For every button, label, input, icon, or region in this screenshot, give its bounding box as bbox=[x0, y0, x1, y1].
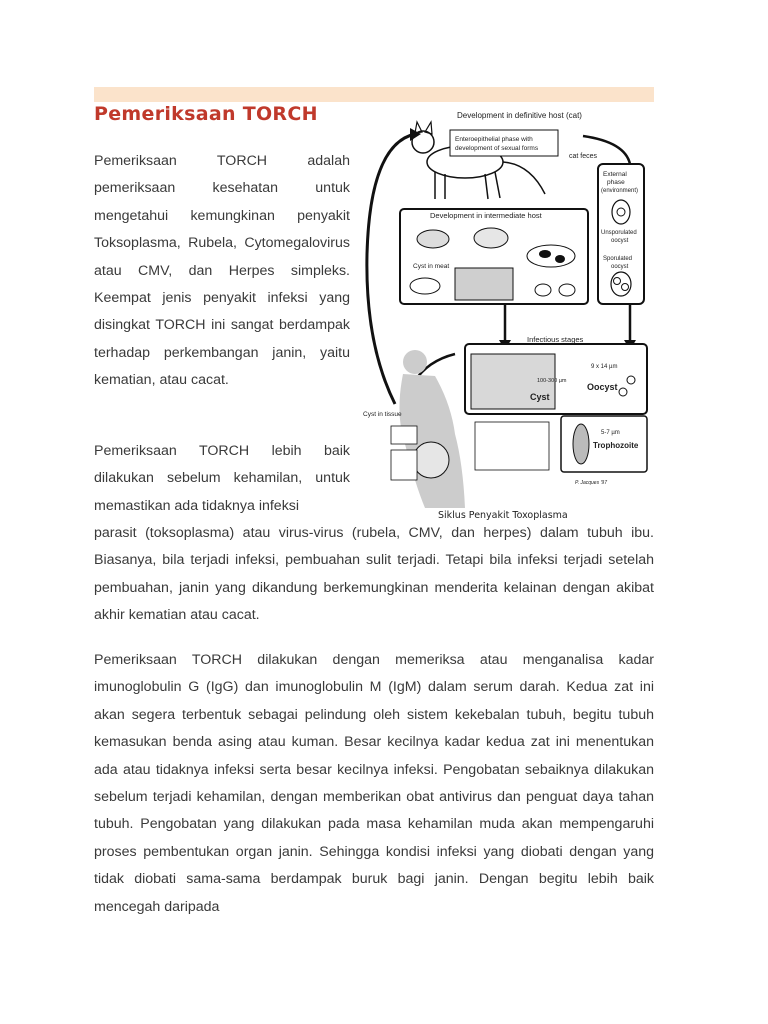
label-infectious-stages: Infectious stages bbox=[527, 335, 584, 344]
label-unsporulated-oocyst: oocyst bbox=[611, 238, 629, 244]
label-oocyst: Oocyst bbox=[587, 382, 618, 392]
header-bar bbox=[94, 87, 654, 102]
trophozoite-icon bbox=[573, 424, 589, 464]
label-enteroepithelial-2: development of sexual forms bbox=[455, 145, 539, 152]
label-cyst-size: 100-300 µm bbox=[537, 378, 567, 384]
label-cyst-in-tissue: Cyst in tissue bbox=[363, 411, 402, 418]
label-cyst-in-meat: Cyst in meat bbox=[413, 263, 450, 270]
label-enteroepithelial: Enteroepithelial phase with bbox=[455, 136, 533, 143]
figure-caption: Siklus Penyakit Toxoplasma bbox=[438, 510, 568, 521]
enteroepithelial-box bbox=[450, 130, 558, 156]
paragraph-intro: Pemeriksaan TORCH adalah pemeriksaan kesehatan untuk mengetahui kemungkinan penyakit Toksoplasma, Rubela, Cytomegalovirus atau CMV, dan Herpes simpleks. Keempat jenis penyakit infeksi yang disingkat TORCH ini sangat berdampak terhadap perkembangan janin, yaitu kematian, atau cacat. bbox=[94, 153, 350, 389]
meat-tissue-icon bbox=[455, 268, 513, 300]
paragraph-timing-start: Pemeriksaan TORCH lebih baik dilakukan sebelum kehamilan, untuk memastikan ada tidaknya infeksi bbox=[94, 443, 350, 514]
diagnostic-box bbox=[391, 450, 417, 480]
label-trophozoite-size: 5-7 µm bbox=[601, 430, 620, 436]
cow-icon bbox=[527, 245, 575, 267]
immune-box bbox=[391, 426, 417, 444]
label-intermediate-host: Development in intermediate host bbox=[430, 211, 542, 220]
label-signature: P. Jacques '97 bbox=[575, 480, 607, 486]
page-title: Pemeriksaan TORCH bbox=[94, 103, 318, 125]
label-trophozoite: Trophozoite bbox=[593, 441, 639, 450]
label-cyst: Cyst bbox=[530, 392, 550, 402]
label-definitive-host: Development in definitive host (cat) bbox=[457, 111, 582, 120]
label-external: External bbox=[603, 171, 627, 178]
prenatal-diagnostic-box bbox=[475, 422, 549, 470]
horse-icon bbox=[410, 278, 440, 294]
label-sporulated-oocyst: oocyst bbox=[611, 264, 629, 270]
paragraph-timing-end: parasit (toksoplasma) atau virus-virus (rubela, CMV, dan herpes) dalam tubuh ibu. Biasanya, bila terjadi infeksi, pembuahan sulit terjadi. Tetapi bila infeksi terjadi setelah pembuahan, janin yang dikandung berkemungkinan menderita kelainan dengan akibat akhir kematian atau cacat. bbox=[94, 525, 654, 624]
pig-icon bbox=[417, 230, 449, 248]
toxoplasma-cycle-figure bbox=[355, 104, 651, 508]
label-oocyst-size: 9 x 14 µm bbox=[591, 364, 618, 370]
sheep-icon bbox=[474, 228, 508, 248]
label-phase: phase bbox=[607, 179, 625, 186]
fetus-icon bbox=[413, 442, 449, 478]
label-sporulated: Sporulated bbox=[603, 256, 633, 262]
paragraph-procedure: Pemeriksaan TORCH dilakukan dengan memeriksa atau menganalisa kadar imunoglobulin G (IgG) dan imunoglobulin M (IgM) dalam serum darah. Kedua zat ini akan segera terbentuk sebagai pelindung oleh sistem kekebalan tubuh, begitu tubuh kemasukan benda asing atau kuman. Besar kecilnya kadar kedua zat ini menentukan ada atau tidaknya infeksi serta besar kecilnya infeksi. Pengobatan sebaiknya dilakukan sebelum terjadi kehamilan, dengan memberikan obat antivirus dan penguat daya tahan tubuh. Pengobatan yang dilakukan pada masa kehamilan muda akan mempengaruhi proses pembentukan organ janin. Sehingga kondisi infeksi yang diobati dengan yang tidak diobati sama-sama berdampak buruk bagi janin. Dengan begitu lebih baik mencegah daripada bbox=[94, 652, 654, 915]
label-unsporulated: Unsporulated bbox=[601, 230, 637, 236]
toxoplasma-cycle-diagram bbox=[355, 104, 651, 508]
label-environment: (environment) bbox=[601, 188, 639, 194]
label-cat-feces: cat feces bbox=[569, 153, 598, 160]
